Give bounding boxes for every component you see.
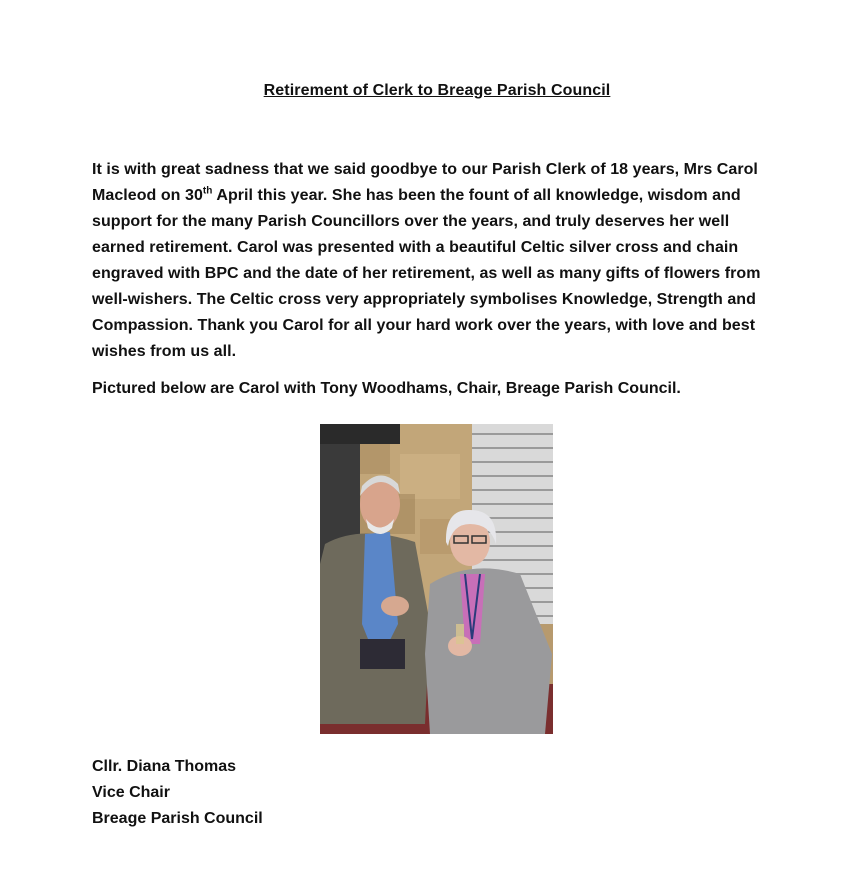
paragraph-text-start: It is with great sadness that we said goodbye to our Parish Clerk of 18 years, Mrs Carol Macleod on 30: [92, 161, 758, 204]
signature-role: Vice Chair: [92, 784, 170, 801]
signature-block: [92, 754, 263, 832]
paragraph-text-end: April this year. She has been the fount of all knowledge, wisdom and support for the many Parish Councillors over the years, and truly deserves her well earned retirement. Carol was presented with a beautiful Celtic silver cross and chain engraved with BPC and the date of her retirement, as well as many gifts of flowers from well-wishers. The Celtic cross very appropriately symbolises Knowledge, Strength and Compassion. Thank you Carol for all your hard work over the years, with love and best wishes from us all.: [92, 187, 761, 360]
ordinal-superscript: th: [202, 185, 213, 197]
photo-caption: Pictured below are Carol with Tony Woodhams, Chair, Breage Parish Council.: [92, 380, 681, 397]
signature-name: Cllr. Diana Thomas: [92, 758, 237, 775]
signature-organisation: Breage Parish Council: [92, 810, 263, 827]
main-paragraph: [92, 157, 782, 365]
retirement-photo: [320, 424, 553, 734]
document-title: Retirement of Clerk to Breage Parish Council: [263, 82, 611, 99]
